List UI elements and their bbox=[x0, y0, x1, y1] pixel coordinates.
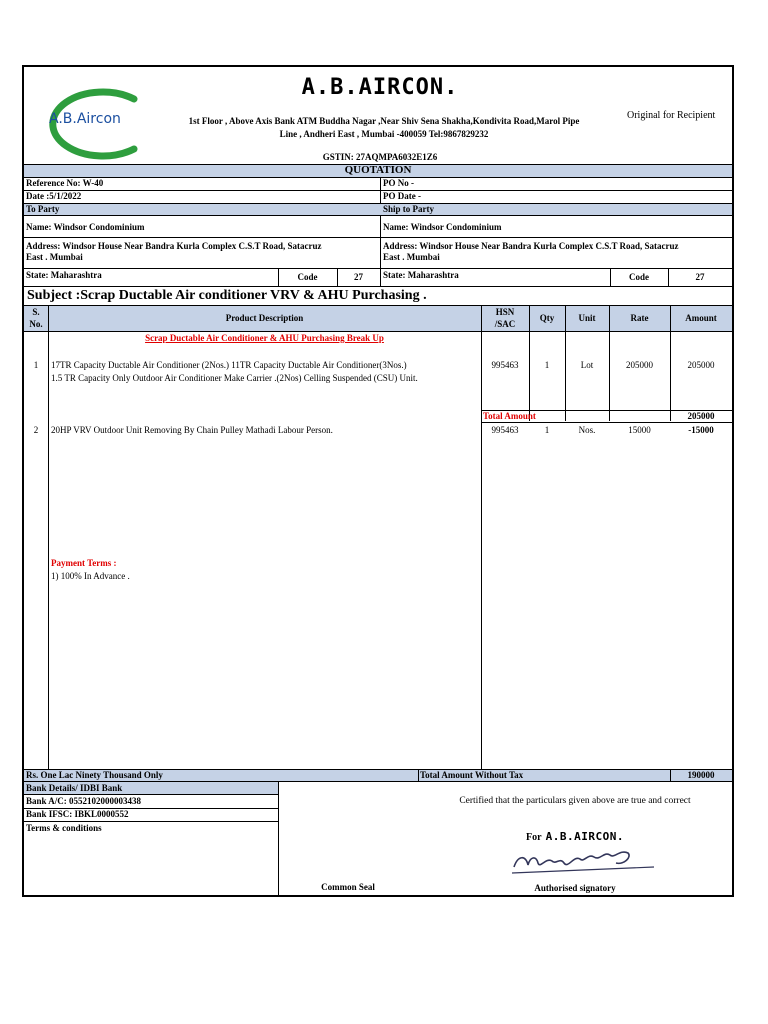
item-1-desc-line1: 17TR Capacity Ductable Air Conditioner (2Nos.) 11TR Capacity Ductable Air Conditioner(3Nos.) bbox=[51, 360, 407, 370]
company-name: A.B.AIRCON. bbox=[301, 75, 459, 100]
amount-in-words: Rs. One Lac Ninety Thousand Only bbox=[26, 770, 163, 780]
item-1-amount: 205000 bbox=[687, 360, 715, 370]
for-company-name: A.B.AIRCON. bbox=[545, 830, 624, 843]
item-1-desc-line2: 1.5 TR Capacity Only Outdoor Air Conditioner Make Carrier .(2Nos) Celling Suspended (CSU) Unit. bbox=[51, 373, 418, 383]
th-sno-line2: No. bbox=[29, 319, 43, 329]
subtotal-value: 205000 bbox=[687, 411, 715, 421]
item-2-amount: -15000 bbox=[688, 425, 714, 435]
item-1-rate: 205000 bbox=[626, 360, 653, 370]
th-rate: Rate bbox=[630, 313, 649, 323]
th-amount: Amount bbox=[685, 313, 717, 323]
bank-details: Bank Details/ IDBI Bank bbox=[26, 783, 123, 793]
terms-conditions: Terms & conditions bbox=[26, 823, 102, 833]
to-party-code-label: Code bbox=[297, 272, 318, 282]
payment-terms-title: Payment Terms : bbox=[51, 558, 117, 568]
total-without-tax-label: Total Amount Without Tax bbox=[420, 770, 524, 780]
item-1-hsn: 995463 bbox=[491, 360, 519, 370]
bank-ifsc: Bank IFSC: IBKL0000552 bbox=[26, 809, 129, 819]
ship-party-address-line2: East . Mumbai bbox=[383, 252, 440, 262]
item-2-unit: Nos. bbox=[578, 425, 596, 435]
total-without-tax-value: 190000 bbox=[687, 770, 715, 780]
item-1-qty: 1 bbox=[544, 360, 550, 370]
th-qty: Qty bbox=[539, 313, 555, 323]
ship-party-address-line1: Address: Windsor House Near Bandra Kurla Complex C.S.T Road, Satacruz bbox=[383, 241, 679, 251]
logo-text: A.B.Aircon bbox=[49, 111, 121, 127]
to-party-state: State: Maharashtra bbox=[26, 270, 102, 280]
reference-no: Reference No: W-40 bbox=[26, 178, 104, 188]
copy-label: Original for Recipient bbox=[627, 110, 716, 121]
quotation-document bbox=[22, 65, 734, 897]
po-no: PO No - bbox=[383, 178, 414, 188]
ship-party-code-label: Code bbox=[629, 272, 649, 282]
gstin: GSTIN: 27AQMPA6032E1Z6 bbox=[322, 152, 438, 162]
ship-party-name: Name: Windsor Condominium bbox=[383, 222, 502, 232]
company-address-line1: 1st Floor , Above Axis Bank ATM Buddha Nagar ,Near Shiv Sena Shakha,Kondivita Road,Marol Pipe bbox=[188, 116, 580, 126]
to-party-header: To Party bbox=[26, 204, 60, 214]
to-party-code-value: 27 bbox=[354, 272, 363, 282]
breakup-title: Scrap Ductable Air Conditioner & AHU Purchasing Break Up bbox=[145, 333, 384, 343]
item-2-hsn: 995463 bbox=[491, 425, 519, 435]
item-2-qty: 1 bbox=[544, 425, 550, 435]
doc-title: QUOTATION bbox=[344, 164, 412, 176]
to-party-address-line2: East . Mumbai bbox=[26, 252, 83, 262]
quotation-date: Date :5/1/2022 bbox=[26, 191, 82, 201]
th-sno-line1: S. bbox=[32, 307, 40, 317]
item-1-sno: 1 bbox=[33, 360, 39, 370]
th-hsn-line1: HSN bbox=[495, 307, 515, 317]
company-address-line2: Line , Andheri East , Mumbai -400059 Tel:9867829232 bbox=[279, 129, 489, 139]
ship-to-party-header: Ship to Party bbox=[383, 204, 435, 214]
bank-account: Bank A/C: 0552102000003438 bbox=[26, 796, 142, 806]
for-company-line bbox=[418, 827, 732, 845]
to-party-address-line1: Address: Windsor House Near Bandra Kurla Complex C.S.T Road, Satacruz bbox=[26, 241, 322, 251]
item-1-unit: Lot bbox=[580, 360, 594, 370]
subject-line: Subject :Scrap Ductable Air conditioner VRV & AHU Purchasing . bbox=[27, 288, 427, 303]
signature-icon bbox=[504, 845, 664, 881]
payment-terms-line1: 1) 100% In Advance . bbox=[51, 571, 130, 581]
th-description: Product Description bbox=[225, 313, 304, 323]
item-2-desc-line1: 20HP VRV Outdoor Unit Removing By Chain Pulley Mathadi Labour Person. bbox=[51, 425, 333, 435]
po-date: PO Date - bbox=[383, 191, 421, 201]
item-2-rate: 15000 bbox=[628, 425, 651, 435]
certified-text: Certified that the particulars given above are true and correct bbox=[459, 796, 691, 806]
subtotal-label: Total Amount bbox=[483, 411, 536, 421]
common-seal: Common Seal bbox=[321, 882, 375, 892]
for-prefix: For bbox=[526, 832, 542, 843]
item-2-sno: 2 bbox=[33, 425, 39, 435]
ship-party-code-value: 27 bbox=[695, 272, 705, 282]
ship-party-state: State: Maharashtra bbox=[383, 270, 459, 280]
authorised-signatory: Authorised signatory bbox=[534, 883, 616, 893]
to-party-name: Name: Windsor Condominium bbox=[26, 222, 145, 232]
th-hsn-line2: /SAC bbox=[494, 319, 516, 329]
th-unit: Unit bbox=[578, 313, 596, 323]
